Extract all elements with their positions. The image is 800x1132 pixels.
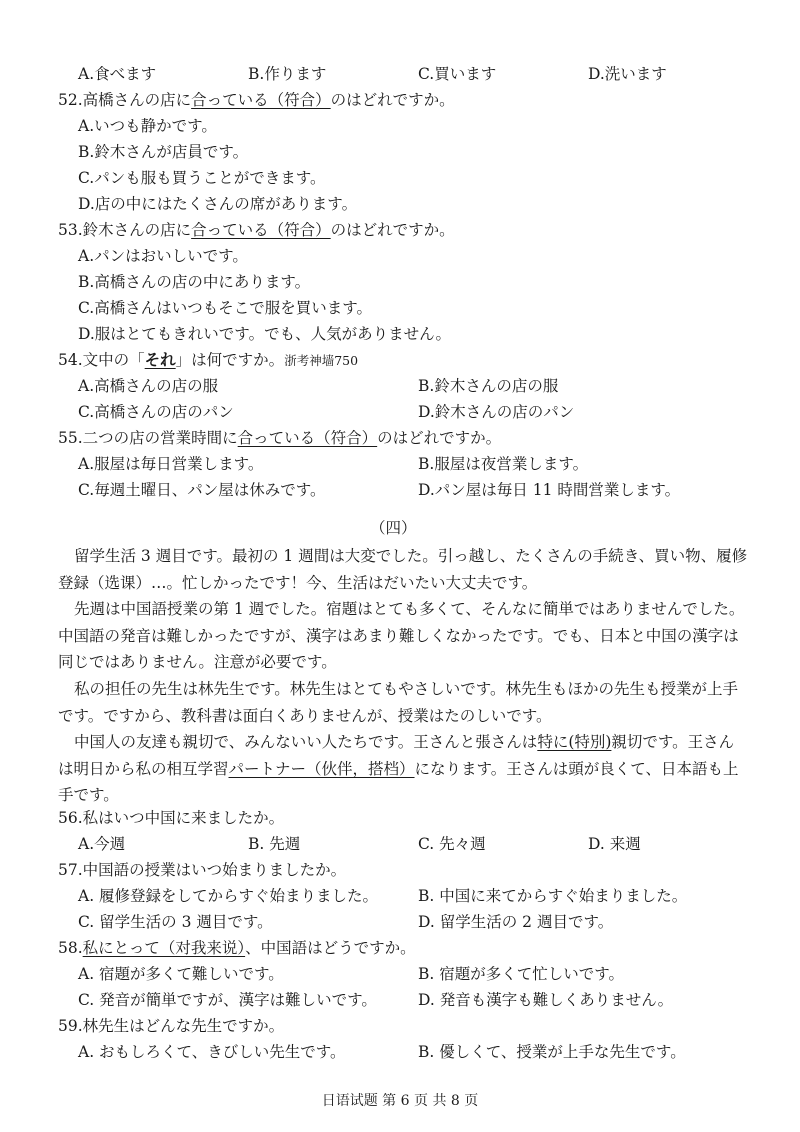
passage-paragraph-4 (58, 729, 748, 809)
q58-prefix: 58. (58, 939, 83, 957)
q57-option-c: C. 留学生活の 3 週目です。 (78, 913, 273, 931)
q56-option-a: A.今週 (78, 835, 126, 853)
q58-underlined: 私にとって（对我来说） (82, 939, 246, 957)
q55-prefix: 55.二つの店の営業時間に (58, 429, 238, 447)
passage-p4-underlined-1: 特に(特別) (537, 733, 612, 751)
passage-paragraph-3: 私の担任の先生は林先生です。林先生はとてもやさしいです。林先生もほかの先生も授業が上手です。ですから、教科書は面白くありませんが、授業はたのしいです。 (58, 680, 739, 725)
q55-suffix: のはどれですか。 (377, 429, 502, 447)
q53-prefix: 53.鈴木さんの店に (58, 221, 192, 239)
q56-option-c: C. 先々週 (418, 835, 486, 853)
q52-question (58, 90, 455, 110)
q59-option-b: B. 優しくて、授業が上手な先生です。 (418, 1043, 686, 1061)
q58-option-c: C. 発音が簡単ですが、漢字は難しいです。 (78, 991, 377, 1009)
q52-prefix: 52.高橋さんの店に (58, 91, 192, 109)
q55-question (58, 428, 501, 448)
q51-option-d: D.洗います (588, 65, 667, 83)
q54-option-a: A.高橋さんの店の服 (78, 377, 219, 395)
watermark-note: 浙考神墙750 (284, 353, 359, 368)
q55-underlined: 合っている（符合） (237, 429, 378, 447)
q52-option-b: B.鈴木さんが店員です。 (78, 143, 249, 161)
q59-option-a: A. おもしろくて、きびしい先生です。 (78, 1043, 346, 1061)
passage-paragraph-1: 留学生活 3 週目です。最初の 1 週間は大変でした。引っ越し、たくさんの手続き、買い物、履修登録（选课）…。忙しかったです！今、生活はだいたい大丈夫です。 (58, 547, 748, 592)
q58-suffix: 、中国語はどうですか。 (245, 939, 416, 957)
q54-suffix: 」は何ですか。 (175, 351, 285, 369)
q53-underlined: 合っている（符合） (191, 221, 331, 239)
q57-option-b: B. 中国に来てからすぐ始まりました。 (418, 887, 688, 905)
q53-option-c: C.高橋さんはいつもそこで服を買います。 (78, 299, 372, 317)
passage-p4-text-a: 中国人の友達も親切で、みんないい人たちです。王さんと張さんは (74, 733, 538, 751)
passage-p4-text-b: 親切です。王さんは明日から私の相互学習 (58, 733, 735, 778)
q51-option-b: B.作ります (248, 65, 327, 83)
q55-option-d: D.パン屋は毎日 11 時間営業します。 (418, 481, 681, 499)
q56-option-b: B. 先週 (248, 835, 301, 853)
page-footer: 日语试题 第 6 页 共 8 页 (321, 1093, 479, 1109)
passage-p4-text-c: になります。王さんは頭が良くて、日本語も上手です。 (58, 759, 739, 804)
q56-option-d: D. 来週 (588, 835, 641, 853)
passage-p4-underlined-2: パートナー（伙伴，搭档） (228, 759, 415, 778)
q52-option-a: A.いつも静かです。 (78, 117, 217, 135)
q52-underlined: 合っている（符合） (191, 91, 331, 109)
q51-option-c: C.買います (418, 65, 497, 83)
q55-option-b: B.服屋は夜営業します。 (418, 455, 589, 473)
q54-option-d: D.鈴木さんの店のパン (418, 403, 575, 421)
q54-option-c: C.高橋さんの店のパン (78, 403, 234, 421)
q52-option-c: C.パンも服も買うことができます。 (78, 169, 326, 187)
q58-option-b: B. 宿題が多くて忙しいです。 (418, 965, 625, 983)
q56-question: 56.私はいつ中国に来ましたか。 (58, 809, 285, 827)
q52-option-d: D.店の中にはたくさんの席があります。 (78, 195, 358, 213)
q58-option-a: A. 宿題が多くて難しいです。 (78, 965, 284, 983)
q57-option-d: D. 留学生活の 2 週目です。 (418, 913, 614, 931)
q53-option-b: B.高橋さんの店の中にあります。 (78, 273, 311, 291)
q59-question: 59.林先生はどんな先生ですか。 (58, 1017, 285, 1035)
q54-question (58, 350, 358, 371)
q57-question: 57.中国語の授業はいつ始まりましたか。 (58, 861, 347, 879)
q53-option-d: D.服はとてもきれいです。でも、人気がありません。 (78, 325, 451, 343)
q51-option-a: A.食べます (78, 65, 157, 83)
q52-suffix: のはどれですか。 (330, 91, 455, 109)
section-title: （四） (370, 519, 417, 537)
q54-keyword: それ (144, 350, 176, 369)
q58-option-d: D. 発音も漢字も難しくありません。 (418, 991, 674, 1009)
q53-question (58, 220, 455, 240)
q57-option-a: A. 履修登録をしてからすぐ始まりました。 (78, 887, 379, 905)
q53-suffix: のはどれですか。 (330, 221, 455, 239)
q55-option-a: A.服屋は毎日営業します。 (78, 455, 264, 473)
q58-question (58, 938, 416, 958)
q55-option-c: C.毎週土曜日、パン屋は休みです。 (78, 481, 326, 499)
passage-paragraph-2: 先週は中国語授業の第 1 週でした。宿題はとても多くて、そんなに簡単ではありませんでした。中国語の発音は難しかったですが、漢字はあまり難しくなかったです。でも、日本と中国の漢字は同じではありません。注意が必要です。 (58, 600, 745, 671)
q53-option-a: A.パンはおいしいです。 (78, 247, 248, 265)
q54-option-b: B.鈴木さんの店の服 (418, 377, 559, 395)
q54-prefix: 54.文中の「 (58, 351, 145, 369)
